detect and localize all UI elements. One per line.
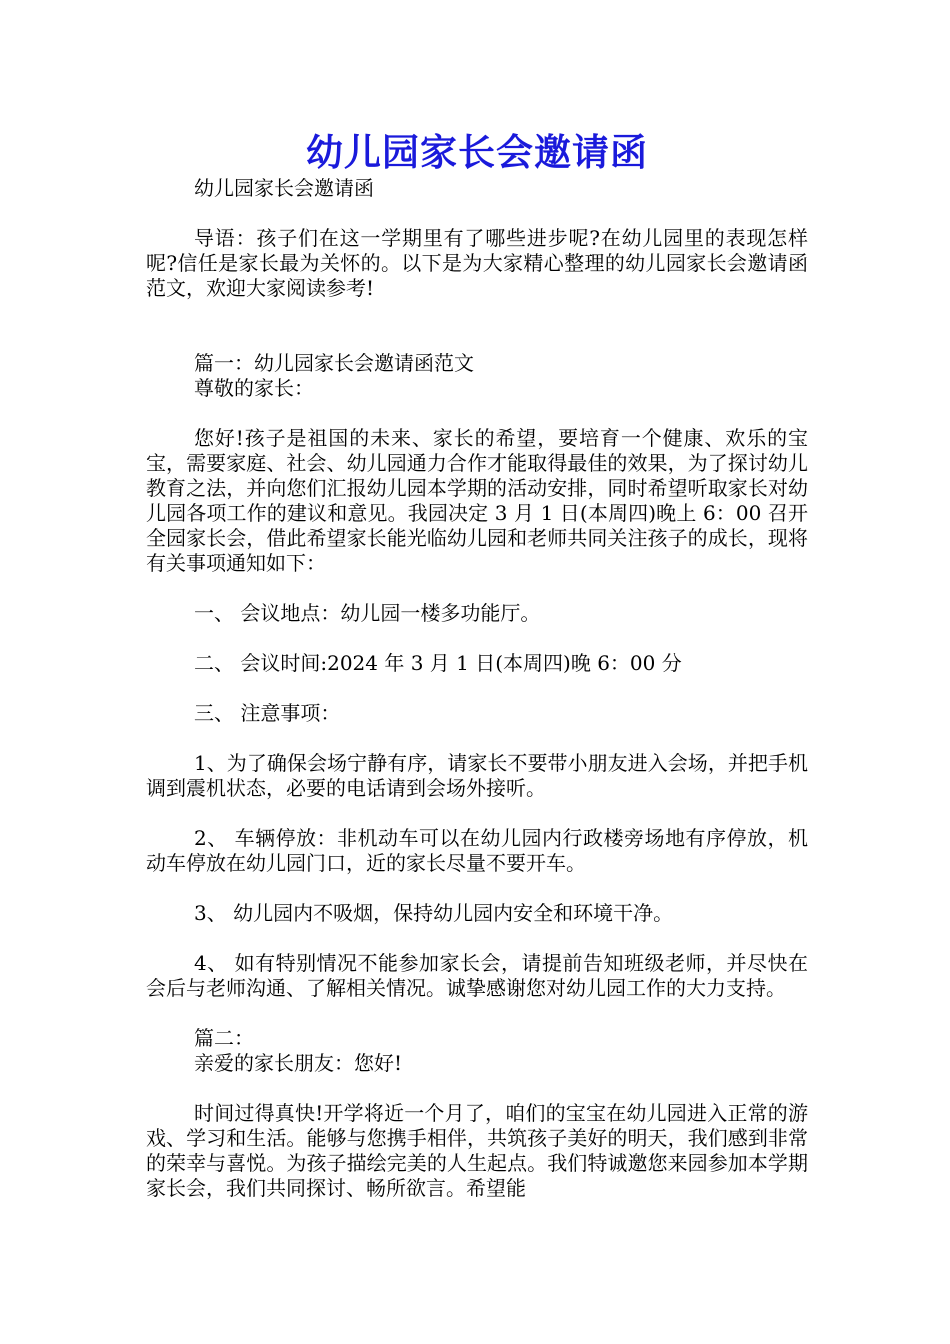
section1-note-1: 1、为了确保会场宁静有序，请家长不要带小朋友进入会场，并把手机调到震机状态，必要的电话请到会场外接听。	[146, 751, 808, 800]
section1-item-notes: 三、 注意事项：	[194, 701, 341, 725]
intro-paragraph: 导语：孩子们在这一学期里有了哪些进步呢?在幼儿园里的表现怎样呢?信任是家长最为关怀的。以下是为大家精心整理的幼儿园家长会邀请函范文，欢迎大家阅读参考!	[146, 226, 808, 300]
section1-body: 您好!孩子是祖国的未来、家长的希望，要培育一个健康、欢乐的宝宝，需要家庭、社会、幼儿园通力合作才能取得最佳的效果，为了探讨幼儿教育之法，并向您们汇报幼儿园本学期的活动安排，同时希望听取家长对幼儿园各项工作的建议和意见。我园决定 3 月 1 日(本周四)晚上 6：00 召开全园家长会，借此希望家长能光临幼儿园和老师共同关注孩子的成长，现将有关事项通知如下：	[146, 426, 808, 575]
section1-item-time: 二、 会议时间:2024 年 3 月 1 日(本周四)晚 6：00 分	[194, 651, 682, 675]
section1-note-3: 3、 幼儿园内不吸烟，保持幼儿园内安全和环境干净。	[194, 901, 674, 925]
section1-note-4: 4、 如有特别情况不能参加家长会，请提前告知班级老师，并尽快在会后与老师沟通、了解相关情况。诚挚感谢您对幼儿园工作的大力支持。	[146, 951, 808, 1000]
document-page	[146, 128, 808, 1201]
section1-heading: 篇一：幼儿园家长会邀请函范文	[194, 351, 474, 375]
section2-salutation: 亲爱的家长朋友：您好!	[194, 1051, 403, 1075]
section1-salutation: 尊敬的家长：	[194, 376, 314, 400]
document-subtitle: 幼儿园家长会邀请函	[194, 176, 374, 200]
section2-heading: 篇二：	[194, 1026, 254, 1050]
section1-note-2: 2、 车辆停放：非机动车可以在幼儿园内行政楼旁场地有序停放，机动车停放在幼儿园门口，近的家长尽量不要开车。	[146, 826, 808, 875]
document-title: 幼儿园家长会邀请函	[306, 130, 648, 174]
section1-item-location: 一、 会议地点：幼儿园一楼多功能厅。	[194, 601, 541, 625]
section2-body: 时间过得真快!开学将近一个月了，咱们的宝宝在幼儿园进入正常的游戏、学习和生活。能够与您携手相伴，共筑孩子美好的明天，我们感到非常的荣幸与喜悦。为孩子描绘完美的人生起点。我们特诚邀您来园参加本学期家长会，我们共同探讨、畅所欲言。希望能	[146, 1101, 808, 1200]
